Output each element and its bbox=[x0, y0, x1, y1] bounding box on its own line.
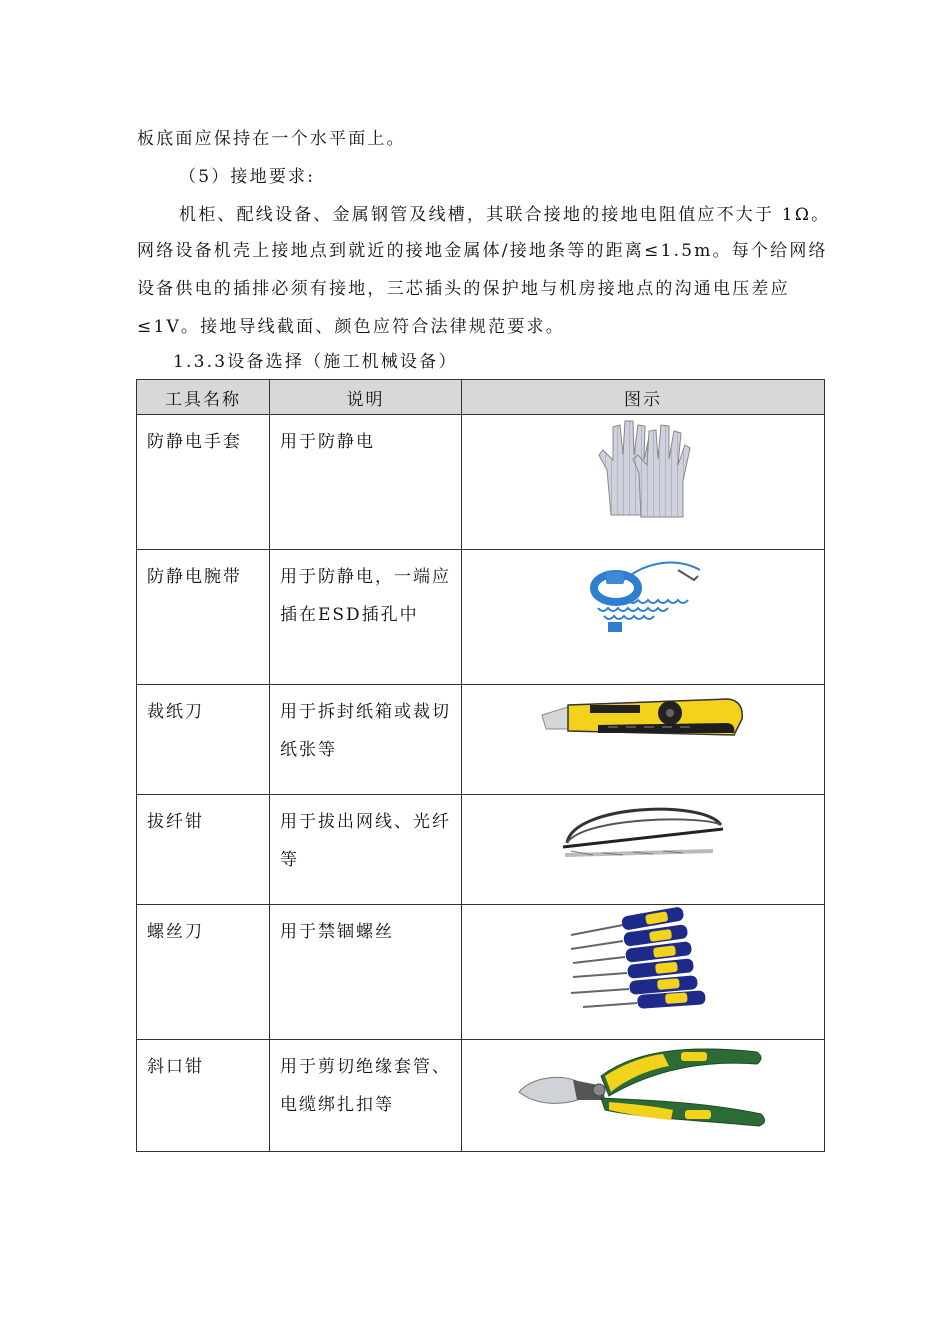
subsection-heading: 1.3.3设备选择（施工机械设备） bbox=[173, 352, 458, 372]
tool-name: 防静电手套 bbox=[147, 432, 242, 452]
header-illustration: 图示 bbox=[462, 380, 825, 415]
tool-name-cell bbox=[137, 550, 270, 685]
tool-desc-cell bbox=[270, 795, 462, 905]
tool-image-cell bbox=[462, 905, 825, 1040]
equipment-table bbox=[136, 379, 825, 1152]
paragraph-line: 板底面应保持在一个水平面上。 bbox=[137, 129, 406, 149]
tool-name: 斜口钳 bbox=[147, 1057, 204, 1077]
paragraph-line: ≤1V。接地导线截面、颜色应符合法律规范要求。 bbox=[137, 317, 565, 337]
diagonal-plier-icon bbox=[513, 1040, 773, 1135]
tool-name-cell bbox=[137, 795, 270, 905]
table-row bbox=[137, 415, 825, 550]
wrist-strap-icon bbox=[578, 550, 708, 645]
table-header-row bbox=[137, 380, 825, 415]
tool-image-cell bbox=[462, 550, 825, 685]
utility-knife-icon bbox=[538, 685, 748, 745]
tool-description: 用于防静电，一端应插在ESD插孔中 bbox=[280, 567, 451, 625]
tool-name: 拔纤钳 bbox=[147, 812, 204, 832]
tool-desc-cell bbox=[270, 550, 462, 685]
header-description: 说明 bbox=[270, 380, 462, 415]
table-row bbox=[137, 550, 825, 685]
tool-desc-cell bbox=[270, 415, 462, 550]
tool-desc-cell bbox=[270, 685, 462, 795]
tool-name: 螺丝刀 bbox=[147, 922, 204, 942]
table-row bbox=[137, 905, 825, 1040]
header-tool-name: 工具名称 bbox=[137, 380, 270, 415]
tool-name-cell bbox=[137, 905, 270, 1040]
tool-name: 防静电腕带 bbox=[147, 567, 242, 587]
tool-desc-cell bbox=[270, 1040, 462, 1152]
tool-description: 用于拆封纸箱或裁切纸张等 bbox=[280, 702, 451, 760]
tool-name-cell bbox=[137, 415, 270, 550]
tool-image-cell bbox=[462, 415, 825, 550]
tool-description: 用于拔出网线、光纤等 bbox=[280, 812, 451, 870]
tool-image-cell bbox=[462, 1040, 825, 1152]
fiber-plier-icon bbox=[553, 795, 733, 875]
table-row bbox=[137, 1040, 825, 1152]
tool-name-cell bbox=[137, 685, 270, 795]
tool-name-cell bbox=[137, 1040, 270, 1152]
paragraph-line: 设备供电的插排必须有接地，三芯插头的保护地与机房接地点的沟通电压差应 bbox=[137, 279, 790, 299]
paragraph-line: 机柜、配线设备、金属钢管及线槽，其联合接地的接地电阻值应不大于 1Ω。 bbox=[179, 205, 831, 225]
screwdriver-set-icon bbox=[563, 905, 723, 1015]
tool-description: 用于防静电 bbox=[280, 432, 375, 452]
tool-desc-cell bbox=[270, 905, 462, 1040]
tool-description: 用于禁锢螺丝 bbox=[280, 922, 394, 942]
table-row bbox=[137, 795, 825, 905]
gloves-icon bbox=[593, 415, 693, 525]
section-heading: （5）接地要求: bbox=[179, 167, 316, 187]
table-row bbox=[137, 685, 825, 795]
tool-image-cell bbox=[462, 795, 825, 905]
tool-image-cell bbox=[462, 685, 825, 795]
paragraph-line: 网络设备机壳上接地点到就近的接地金属体/接地条等的距离≤1.5m。每个给网络 bbox=[137, 241, 828, 261]
tool-name: 裁纸刀 bbox=[147, 702, 204, 722]
tool-description: 用于剪切绝缘套管、电缆绑扎扣等 bbox=[280, 1057, 451, 1115]
